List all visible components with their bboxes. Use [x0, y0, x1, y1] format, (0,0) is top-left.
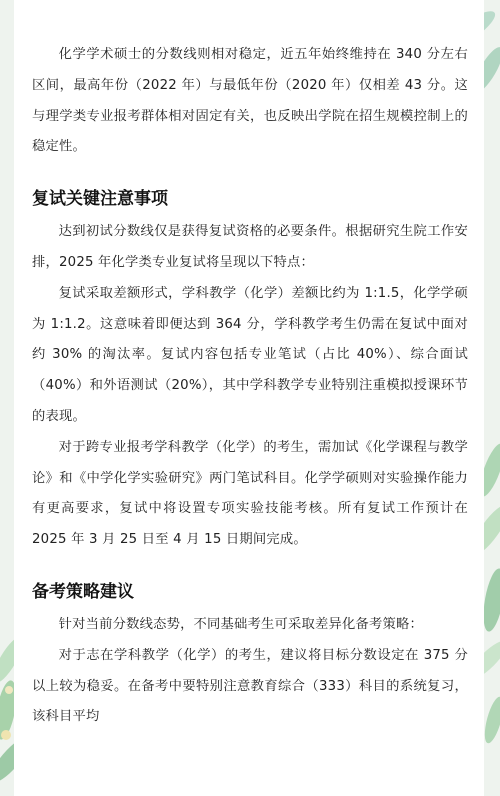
strategy-paragraph: 对于志在学科教学（化学）的考生，建议将目标分数设定在 375 分以上较为稳妥。在备考中要特别注意教育综合（333）科目的系统复习，该科目平均: [32, 647, 468, 725]
document-page: [14, 0, 484, 796]
intro-paragraph: 化学学术硕士的分数线则相对稳定，近五年始终维持在 340 分左右区间，最高年份（2022 年）与最低年份（2020 年）仅相差 43 分。这与理学类专业报考群体相对固定有关，也反映出学院在招生规模控制上的稳定性。: [32, 47, 468, 155]
article-body: [32, 40, 468, 733]
retest-paragraph: 达到初试分数线仅是获得复试资格的必要条件。根据研究生院工作安排，2025 年化学类专业复试将呈现以下特点：: [32, 224, 468, 270]
retest-paragraph: 复试采取差额形式，学科教学（化学）差额比约为 1:1.5，化学学硕为 1:1.2。这意味着即便达到 364 分，学科教学考生仍需在复试中面对约 30% 的淘汰率。复试内容包括专业笔试（占比 40%）、综合面试（40%）和外语测试（20%），其中学科教学专业特别注重模拟授课环节的表现。: [32, 285, 468, 424]
section-heading-retest: 复试关键注意事项: [32, 189, 168, 210]
section-heading-strategy: 备考策略建议: [32, 581, 134, 602]
retest-paragraph: 对于跨专业报考学科教学（化学）的考生，需加试《化学课程与教学论》和《中学化学实验研究》两门笔试科目。化学学硕则对实验操作能力有更高要求，复试中将设置专项实验技能考核。所有复试工作预计在 2025 年 3 月 25 日至 4 月 15 日期间完成。: [32, 439, 468, 548]
strategy-paragraph: 针对当前分数线态势，不同基础考生可采取差异化备考策略：: [58, 616, 424, 632]
